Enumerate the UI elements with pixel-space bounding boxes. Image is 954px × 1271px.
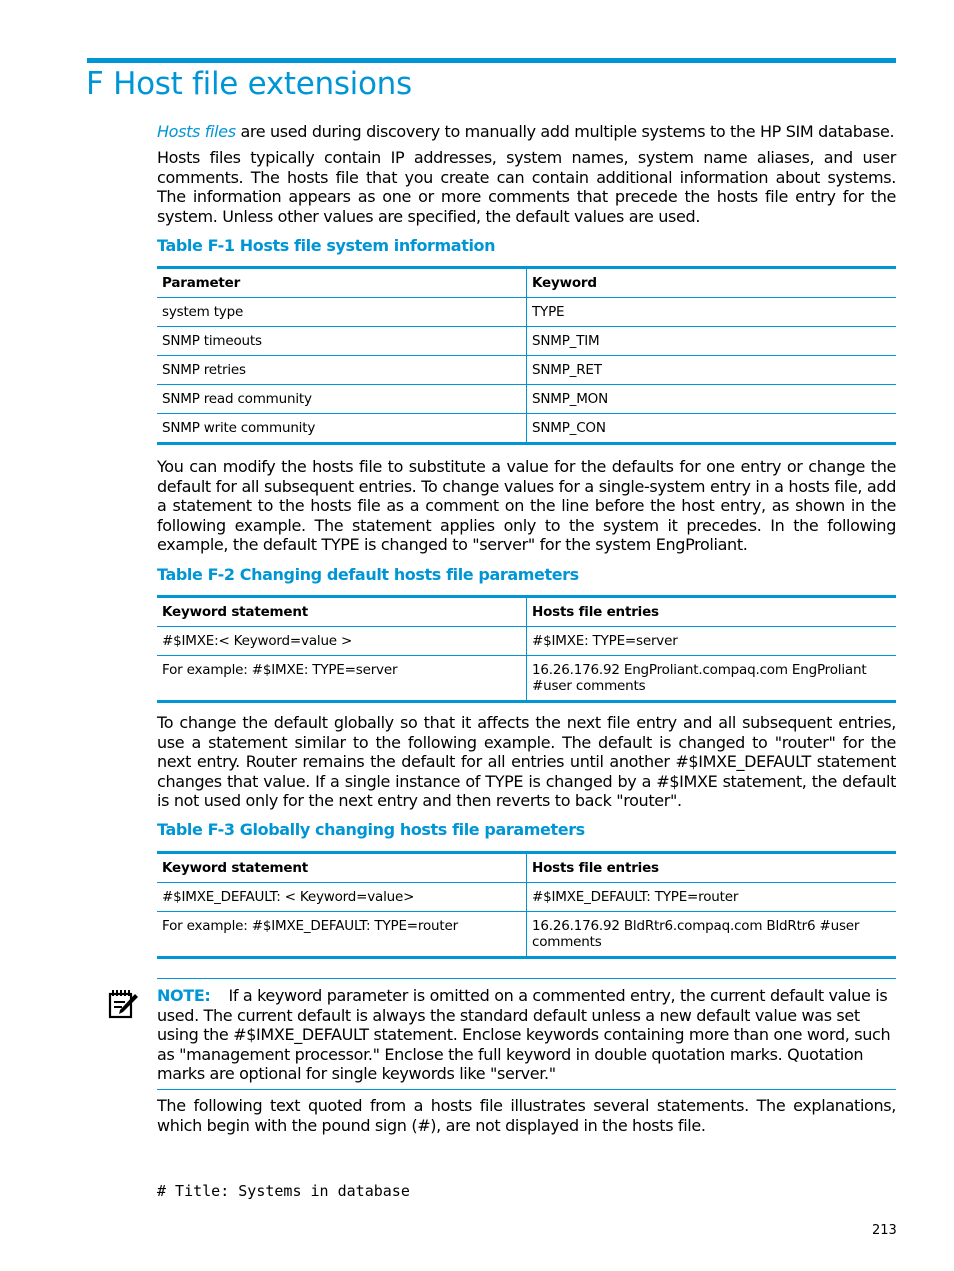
table-cell: #$IMXE:< Keyword=value > <box>157 627 527 656</box>
table-row <box>157 298 896 327</box>
table2 <box>157 595 896 703</box>
table-header-row <box>157 597 896 627</box>
code-sample: # Title: Systems in database <box>157 1182 410 1200</box>
note-box <box>157 978 896 1090</box>
table-row <box>157 356 896 385</box>
table1-caption: Table F-1 Hosts file system information <box>157 236 496 255</box>
table-row <box>157 327 896 356</box>
table-cell: SNMP write community <box>157 414 527 444</box>
paragraph-5: The following text quoted from a hosts file illustrates several statements. The explanations, which begin with the pound sign (#), are not displayed in the hosts file. <box>157 1096 896 1135</box>
table-row <box>157 414 896 444</box>
column-header: Hosts file entries <box>527 597 897 627</box>
chapter-title: F Host file extensions <box>86 66 412 102</box>
table-header-row <box>157 853 896 883</box>
page-number: 213 <box>872 1223 897 1238</box>
column-header: Keyword statement <box>157 853 527 883</box>
table-cell: SNMP retries <box>157 356 527 385</box>
table-cell: #$IMXE_DEFAULT: TYPE=router <box>527 883 897 912</box>
note-text: If a keyword parameter is omitted on a commented entry, the current default value is used. The current default is always the standard default unless a new default value was set using the #$IMXE_DEFAULT statement. Enclose keywords containing more than one word, such as "management processor." Enclose the full keyword in double quotation marks. Quotation marks are optional for single keywords like "server." <box>157 986 891 1083</box>
table-cell: SNMP timeouts <box>157 327 527 356</box>
table-header-row <box>157 268 896 298</box>
table-cell: 16.26.176.92 EngProliant.compaq.com EngProliant #user comments <box>527 656 897 702</box>
table-cell: SNMP_MON <box>527 385 897 414</box>
paragraph-4: To change the default globally so that it affects the next file entry and all subsequent entries, use a statement similar to the following example. The default is changed to "router" for the next entry. Router remains the default for all entries until another #$IMXE_DEFAULT statement changes that value. If a single instance of TYPE is changed by a #$IMXE statement, the default is not used only for the next entry and then reverts to back "router". <box>157 713 896 810</box>
note-pad-icon <box>107 988 139 1020</box>
table-row <box>157 656 896 702</box>
intro-paragraph-2: Hosts files typically contain IP addresses, system names, system name aliases, and user comments. The hosts file that you create can contain additional information about systems. The information appears as one or more comments that precede the hosts file entry for the system. Unless other values are specified, the default values are used. <box>157 148 896 226</box>
table-cell: #$IMXE: TYPE=server <box>527 627 897 656</box>
table-row <box>157 883 896 912</box>
column-header: Keyword <box>527 268 897 298</box>
table-row <box>157 627 896 656</box>
table-cell: SNMP_TIM <box>527 327 897 356</box>
table3-caption: Table F-3 Globally changing hosts file parameters <box>157 820 585 839</box>
paragraph-3: You can modify the hosts file to substitute a value for the defaults for one entry or change the default for all subsequent entries. To change values for a single-system entry in a hosts file, add a statement to the hosts file as a comment on the line before the host entry, as shown in the following example. The statement applies only to the system it precedes. In the following example, the default TYPE is changed to "server" for the system EngProliant. <box>157 457 896 554</box>
note-label: NOTE: <box>157 986 211 1005</box>
table-cell: SNMP read community <box>157 385 527 414</box>
table-cell: For example: #$IMXE: TYPE=server <box>157 656 527 702</box>
intro-paragraph-1: Hosts files are used during discovery to manually add multiple systems to the HP SIM database. <box>157 122 895 141</box>
table-cell: #$IMXE_DEFAULT: < Keyword=value> <box>157 883 527 912</box>
table-cell: TYPE <box>527 298 897 327</box>
table-cell: system type <box>157 298 527 327</box>
chapter-rule <box>87 58 896 63</box>
table-row <box>157 385 896 414</box>
table-cell: For example: #$IMXE_DEFAULT: TYPE=router <box>157 912 527 958</box>
table2-caption: Table F-2 Changing default hosts file parameters <box>157 565 579 584</box>
table-cell: SNMP_CON <box>527 414 897 444</box>
column-header: Parameter <box>157 268 527 298</box>
table-row <box>157 912 896 958</box>
table-cell: SNMP_RET <box>527 356 897 385</box>
table-cell: 16.26.176.92 BldRtr6.compaq.com BldRtr6 #user comments <box>527 912 897 958</box>
column-header: Hosts file entries <box>527 853 897 883</box>
table1 <box>157 266 896 445</box>
table3 <box>157 851 896 959</box>
column-header: Keyword statement <box>157 597 527 627</box>
hosts-files-term: Hosts files <box>157 122 236 141</box>
